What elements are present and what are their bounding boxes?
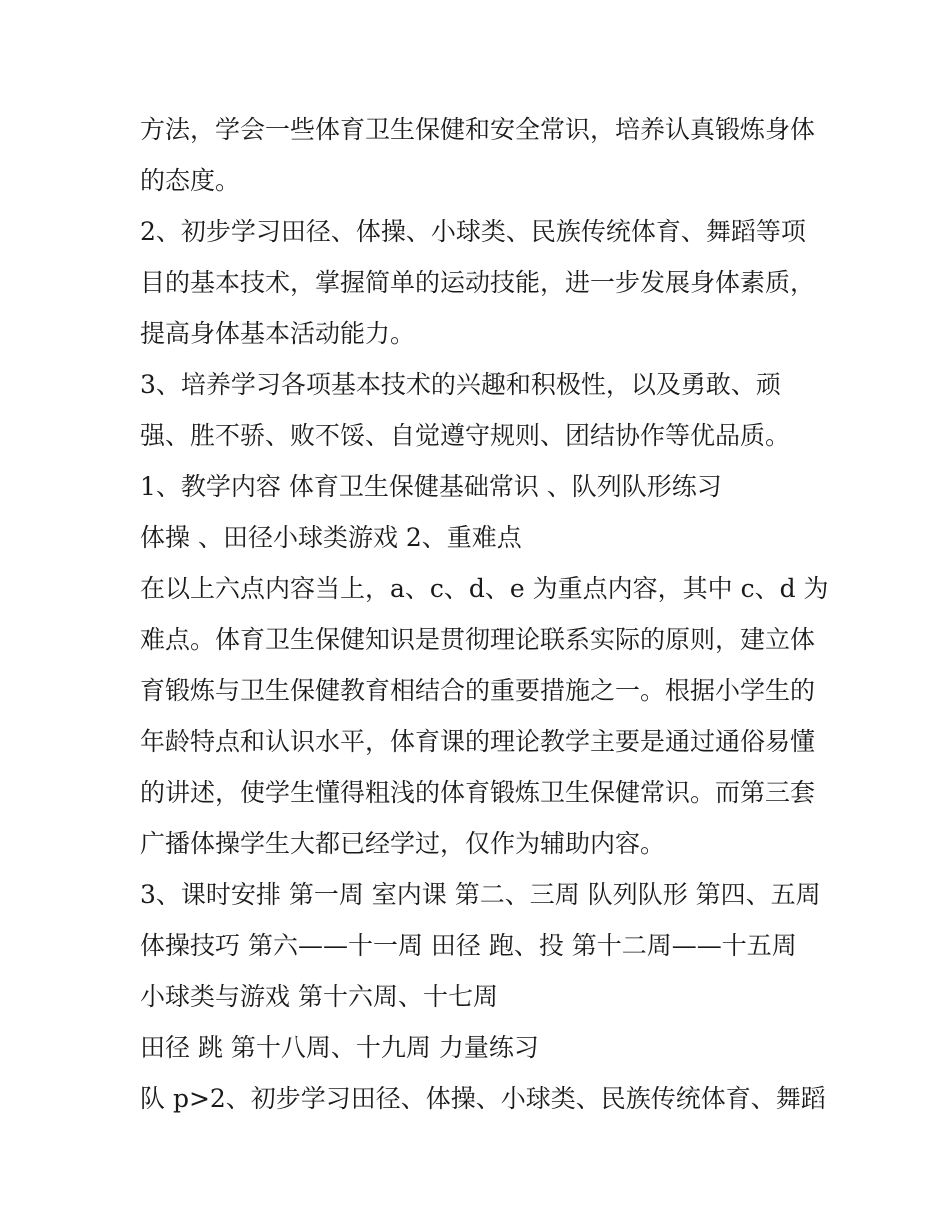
text-line-2: 的态度。 bbox=[140, 166, 241, 195]
text-line-12: 育锻炼与卫生保健教育相结合的重要措施之一。根据小学生的 bbox=[140, 676, 816, 705]
text-line-19: 田径 跳 第十八周、十九周 力量练习 bbox=[140, 1033, 539, 1062]
text-line-18: 小球类与游戏 第十六周、十七周 bbox=[140, 982, 498, 1011]
text-line-10: 在以上六点内容当上，a、c、d、e 为重点内容，其中 c、d 为 bbox=[140, 574, 829, 603]
text-line-15: 广播体操学生大都已经学过，仅作为辅助内容。 bbox=[140, 829, 666, 858]
text-line-20: 队 p>2、初步学习田径、体操、小球类、民族传统体育、舞蹈 bbox=[140, 1084, 826, 1113]
text-line-4: 目的基本技术，掌握简单的运动技能，进一步发展身体素质， bbox=[140, 268, 816, 297]
text-line-6: 3、培养学习各项基本技术的兴趣和积极性，以及勇敢、顽 bbox=[140, 370, 781, 399]
text-line-1: 方法，学会一些体育卫生保健和安全常识，培养认真锻炼身体 bbox=[140, 115, 816, 144]
text-line-3: 2、初步学习田径、体操、小球类、民族传统体育、舞蹈等项 bbox=[140, 217, 806, 246]
text-line-17: 体操技巧 第六——十一周 田径 跑、投 第十二周——十五周 bbox=[140, 931, 797, 960]
text-line-5: 提高身体基本活动能力。 bbox=[140, 319, 416, 348]
text-line-8: 1、教学内容 体育卫生保健基础常识 、队列队形练习 bbox=[140, 472, 722, 501]
text-line-16: 3、课时安排 第一周 室内课 第二、三周 队列队形 第四、五周 bbox=[140, 880, 821, 909]
text-line-9: 体操 、田径小球类游戏 2、重难点 bbox=[140, 523, 522, 552]
text-line-13: 年龄特点和认识水平，体育课的理论教学主要是通过通俗易懂 bbox=[140, 727, 816, 756]
text-line-11: 难点。体育卫生保健知识是贯彻理论联系实际的原则，建立体 bbox=[140, 625, 816, 654]
text-line-14: 的讲述，使学生懂得粗浅的体育锻炼卫生保健常识。而第三套 bbox=[140, 778, 816, 807]
text-line-7: 强、胜不骄、败不馁、自觉遵守规则、团结协作等优品质。 bbox=[140, 421, 791, 450]
body-text bbox=[140, 104, 840, 1124]
